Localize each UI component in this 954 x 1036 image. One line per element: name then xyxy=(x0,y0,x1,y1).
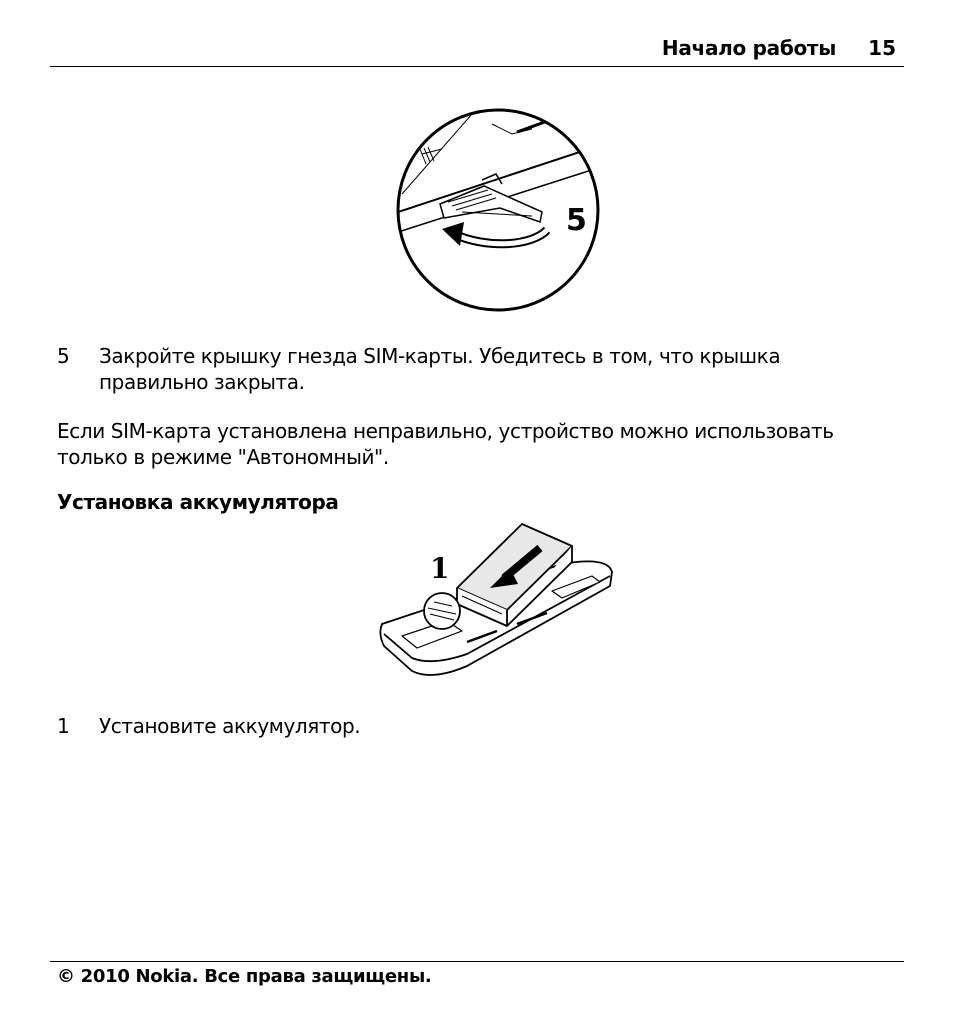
page-header xyxy=(50,36,904,67)
sim-cover-illustration xyxy=(392,104,604,316)
note-line: только в режиме "Автономный". xyxy=(57,445,389,469)
step-text-line: правильно закрыта. xyxy=(99,370,305,394)
step-text-line: Закройте крышку гнезда SIM-карты. Убедитесь в том, что крышка xyxy=(99,344,781,368)
battery-illustration xyxy=(372,516,622,686)
chapter-title: Начало работы xyxy=(661,36,836,60)
footer-copyright: © 2010 Nokia. Все права защищены. xyxy=(57,966,432,987)
sim-note-paragraph xyxy=(57,418,897,470)
figure2-callout: 1 xyxy=(430,552,450,585)
step-text: Установите аккумулятор. xyxy=(99,714,361,738)
step-text xyxy=(99,343,899,395)
step-number: 1 xyxy=(57,714,70,738)
figure1-callout: 5 xyxy=(566,203,587,238)
section-heading: Установка аккумулятора xyxy=(57,490,339,514)
note-line: Если SIM-карта установлена неправильно, устройство можно использовать xyxy=(57,419,834,443)
footer-divider xyxy=(50,961,904,962)
step-number: 5 xyxy=(57,344,70,368)
page-number: 15 xyxy=(868,36,896,60)
